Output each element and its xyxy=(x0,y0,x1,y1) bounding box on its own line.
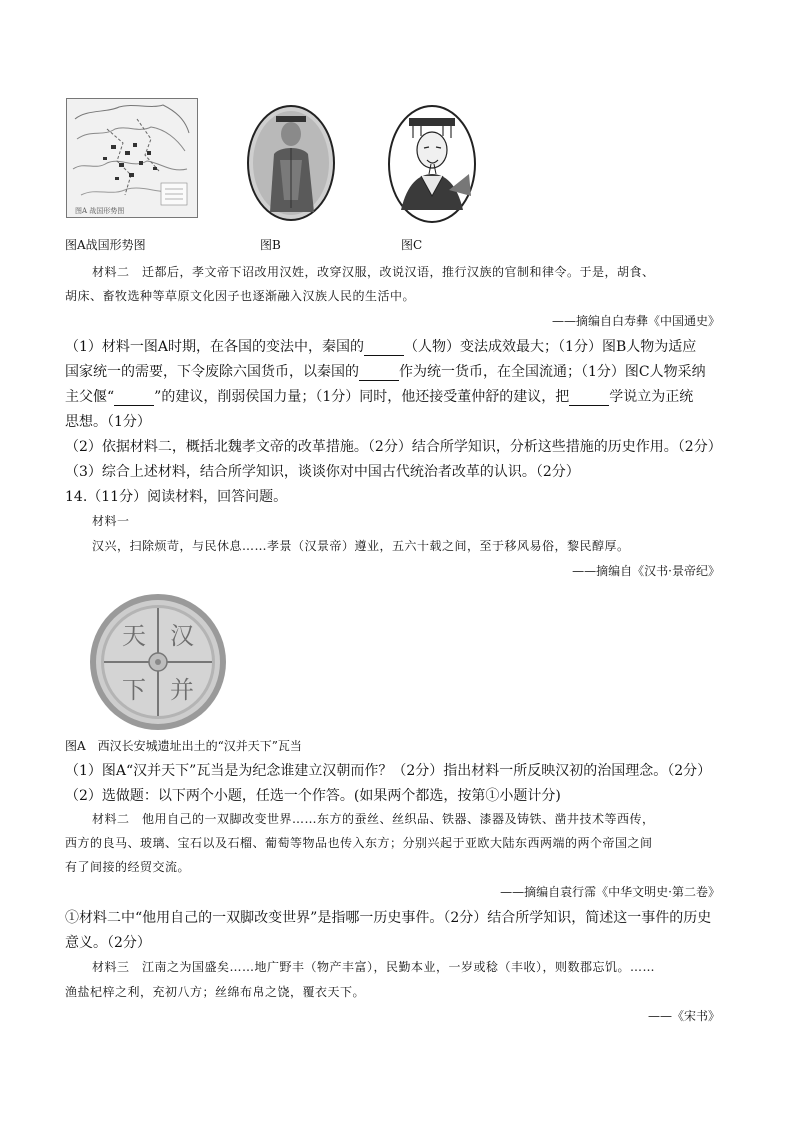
caption-figure-c: 图C xyxy=(401,238,423,252)
answer-blank[interactable] xyxy=(359,364,399,381)
q14-material3-line2: 渔盐杞梓之利，充初八方；丝绵布帛之饶，覆衣天下。 xyxy=(65,985,366,999)
q14-material1-label: 材料一 xyxy=(92,514,130,528)
material2-q13-line2: 胡床、畜牧选种等草原文化因子也逐渐融入汉族人民的生活中。 xyxy=(65,289,416,303)
q13-sub1-line4: 思想。（1分） xyxy=(65,414,151,430)
answer-blank[interactable] xyxy=(569,389,609,406)
q14-material3-line1: 材料三 江南之为国盛矣……地广野丰（物产丰富），民勤本业，一岁或稔（丰收），则数郡忘饥。…… xyxy=(92,960,656,974)
q13-sub3: （3）综合上述材料，结合所学知识，谈谈你对中国古代统治者改革的认识。（2分） xyxy=(65,464,580,480)
han-tile-end-image xyxy=(88,592,228,732)
q13-sub2: （2）依据材料二，概括北魏孝文帝的改革措施。（2分）结合所学知识，分析这些措施的历史作用。（2分） xyxy=(65,439,722,455)
q14-optional1-line1: ①材料二中“他用自己的一双脚改变世界”是指哪一历史事件。（2分）结合所学知识，简述这一事件的历史 xyxy=(65,910,712,926)
caption-figure-b: 图B xyxy=(260,238,281,252)
q14-optional1-line2: 意义。（2分） xyxy=(65,935,151,951)
answer-blank[interactable] xyxy=(114,389,154,406)
q13-sub1-line3: 主父偃“ ”的建议，削弱侯国力量；（1分）同时，他还接受董仲舒的建议，把 学说立为正统 xyxy=(65,389,694,405)
q13-sub1-line2: 国家统一的需要，下令废除六国货币，以秦国的 作为统一货币，在全国流通；（1分）图C人物采纳 xyxy=(65,364,706,380)
tile-caption: 图A 西汉长安城遗址出土的“汉并天下”瓦当 xyxy=(65,739,302,753)
answer-blank[interactable] xyxy=(364,339,404,356)
q14-material3-source: ——《宋书》 xyxy=(647,1009,720,1023)
tile-char-han: 汉 xyxy=(170,622,194,650)
q14-material1-text: 汉兴，扫除烦苛，与民休息……孝景（汉景帝）遵业，五六十载之间，至于移风易俗，黎民醇厚。 xyxy=(92,539,630,553)
portrait-c-han-wudi xyxy=(387,104,477,224)
tile-char-xia: 下 xyxy=(122,676,146,704)
q14-material1-source: ——摘编自《汉书·景帝纪》 xyxy=(572,564,720,578)
material2-q13-source: ——摘编自白寿彝《中国通史》 xyxy=(551,314,720,328)
tile-char-tian: 天 xyxy=(122,622,146,650)
q14-header: 14.（11分）阅读材料，回答问题。 xyxy=(65,489,288,505)
q13-sub1-line1: （1）材料一图A时期，在各国的变法中，秦国的 （人物）变法成效最大；（1分）图B人物为适应 xyxy=(65,339,697,355)
warring-states-map xyxy=(66,98,198,218)
q14-material2-line2: 西方的良马、玻璃、宝石以及石榴、葡萄等物品也传入东方；分别兴起于亚欧大陆东西两端的两个帝国之间 xyxy=(65,836,653,850)
tile-char-bing: 并 xyxy=(170,676,194,704)
portrait-b-qin-shi-huang xyxy=(246,104,336,222)
material2-q13-line1: 材料二 迁都后，孝文帝下诏改用汉姓，改穿汉服，改说汉语，推行汉族的官制和律令。于是，胡食、 xyxy=(92,265,655,279)
q14-material2-line1: 材料二 他用自己的一双脚改变世界……东方的蚕丝、丝织品、铁器、漆器及铸铁、凿井技术等西传， xyxy=(92,812,655,826)
q14-material2-line3: 有了间接的经贸交流。 xyxy=(65,860,191,874)
q14-sub2: （2）选做题：以下两个小题，任选一个作答。(如果两个都选，按第①小题计分) xyxy=(65,788,561,804)
q14-material2-source: ——摘编自袁行霈《中华文明史·第二卷》 xyxy=(500,885,720,899)
q14-sub1: （1）图A“汉并天下”瓦当是为纪念谁建立汉朝而作？（2分）指出材料一所反映汉初的治国理念。（2分） xyxy=(65,763,712,779)
map-label: 图A 战国形势图 xyxy=(75,207,125,215)
caption-figure-a: 图A战国形势图 xyxy=(65,238,146,252)
